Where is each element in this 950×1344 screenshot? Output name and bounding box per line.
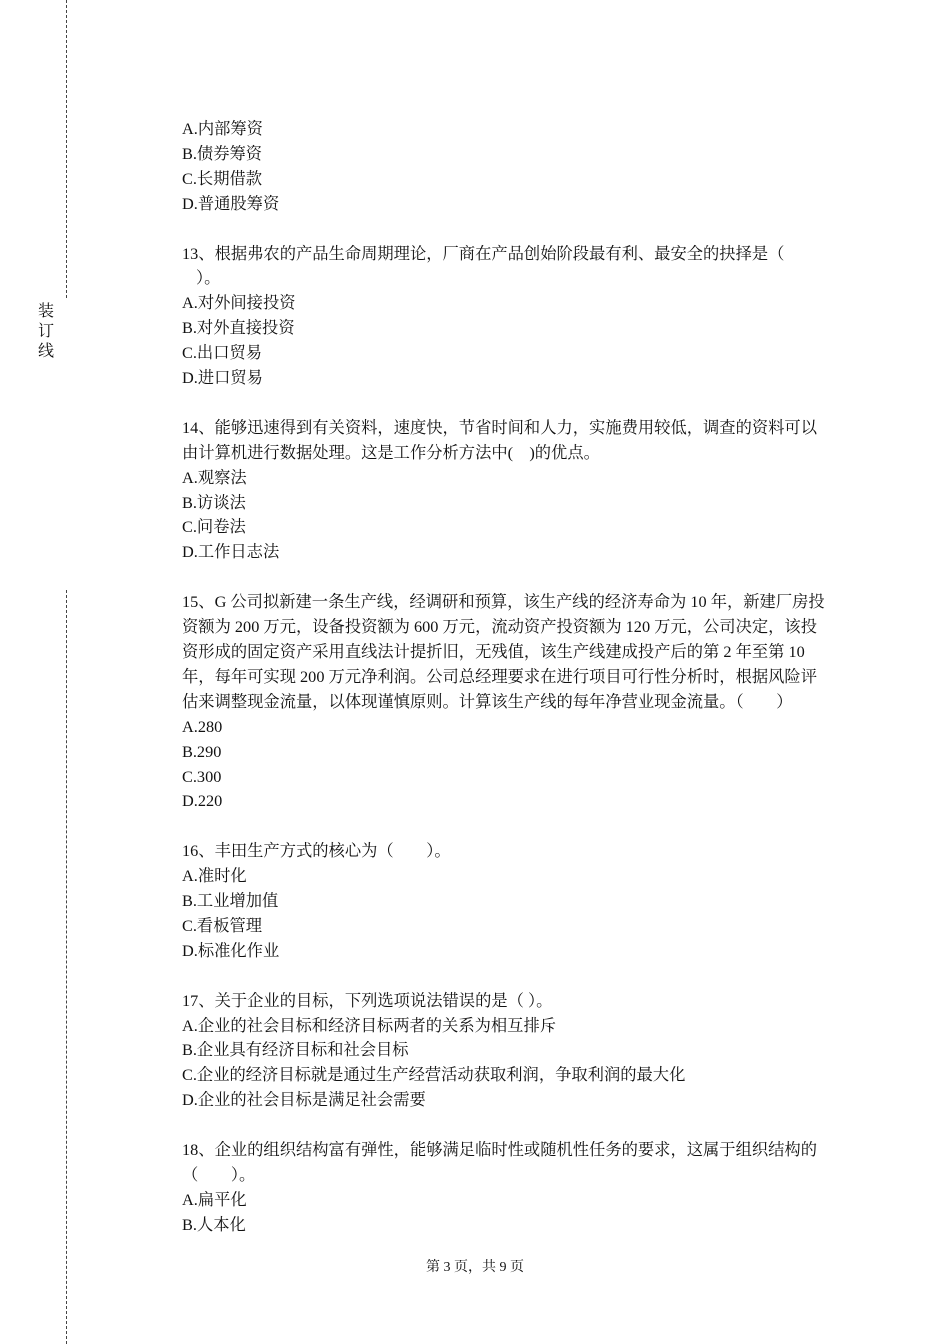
- binding-char: 装: [37, 303, 54, 320]
- option: D.普通股筹资: [182, 193, 280, 213]
- option: B.访谈法: [182, 492, 246, 512]
- option: A.观察法: [182, 467, 247, 487]
- question-stem-line: 13、根据弗农的产品生命周期理论，厂商在产品创始阶段最有利、最安全的抉择是（: [182, 243, 785, 263]
- question-16: [182, 839, 838, 964]
- option: A.280: [182, 716, 223, 736]
- question-15: [182, 590, 838, 814]
- option: B.290: [182, 741, 222, 761]
- option: B.对外直接投资: [182, 318, 295, 338]
- page-content: [182, 117, 838, 1238]
- question-stem-line: 14、能够迅速得到有关资料，速度快，节省时间和人力，实施费用较低，调查的资料可以: [182, 417, 817, 437]
- option: A.内部筹资: [182, 119, 263, 138]
- option: D.工作日志法: [182, 542, 280, 562]
- option: A.扁平化: [182, 1189, 247, 1209]
- option: B.工业增加值: [182, 891, 279, 911]
- question-stem-line: 年，每年可实现 200 万元净利润。公司总经理要求在进行项目可行性分析时，根据风险评: [182, 666, 817, 686]
- option: D.企业的社会目标是满足社会需要: [182, 1090, 426, 1110]
- question-stem-line: （ ）。: [182, 1164, 256, 1184]
- option: C.企业的经济目标就是通过生产经营活动获取利润，争取利润的最大化: [182, 1065, 686, 1085]
- question-stem-line: 15、G 公司拟新建一条生产线，经调研和预算，该生产线的经济寿命为 10 年，新建厂房投: [182, 592, 825, 612]
- option: B.企业具有经济目标和社会目标: [182, 1040, 409, 1060]
- question-13: [182, 242, 838, 391]
- option: C.出口贸易: [182, 343, 263, 363]
- option: C.问卷法: [182, 517, 246, 537]
- option: D.标准化作业: [182, 940, 280, 960]
- option: A.企业的社会目标和经济目标两者的关系为相互排斥: [182, 1015, 557, 1035]
- option: D.220: [182, 791, 223, 811]
- question-stem-line: 资额为 200 万元，设备投资额为 600 万元，流动资产投资额为 120 万元，公司决定，该投: [182, 617, 817, 637]
- page-footer: 第 3 页，共 9 页: [426, 1260, 524, 1275]
- question-stem-line: 18、企业的组织结构富有弹性，能够满足临时性或随机性任务的要求，这属于组织结构的: [182, 1140, 817, 1160]
- question-14: [182, 416, 838, 565]
- option: B.债券筹资: [182, 143, 263, 163]
- binding-label: [36, 302, 56, 362]
- binding-char: 订: [37, 323, 54, 340]
- question-stem-line: 由计算机进行数据处理。这是工作分析方法中( )的优点。: [182, 442, 600, 462]
- option: C.长期借款: [182, 168, 263, 188]
- binding-line-top: [66, 0, 67, 298]
- option: B.人本化: [182, 1214, 246, 1234]
- option: D.进口贸易: [182, 368, 263, 388]
- question-stem-line: 估来调整现金流量，以体现谨慎原则。计算该生产线的每年净营业现金流量。（ ）: [182, 691, 793, 711]
- question-stem-line: 17、关于企业的目标，下列选项说法错误的是（ ）。: [182, 990, 553, 1010]
- binding-char: 线: [37, 343, 54, 360]
- question-18: [182, 1138, 838, 1238]
- question-stem-line: 资形成的固定资产采用直线法计提折旧，无残值，该生产线建成投产后的第 2 年至第 10: [182, 641, 805, 661]
- question-17: [182, 989, 838, 1114]
- option: A.准时化: [182, 866, 247, 886]
- option: A.对外间接投资: [182, 293, 296, 313]
- binding-line-bottom: [66, 590, 67, 1344]
- prev-question-options: [182, 117, 838, 217]
- option: C.看板管理: [182, 915, 263, 935]
- question-stem-line: ）。: [196, 268, 221, 288]
- option: C.300: [182, 766, 222, 786]
- question-stem-line: 16、丰田生产方式的核心为（ ）。: [182, 841, 451, 861]
